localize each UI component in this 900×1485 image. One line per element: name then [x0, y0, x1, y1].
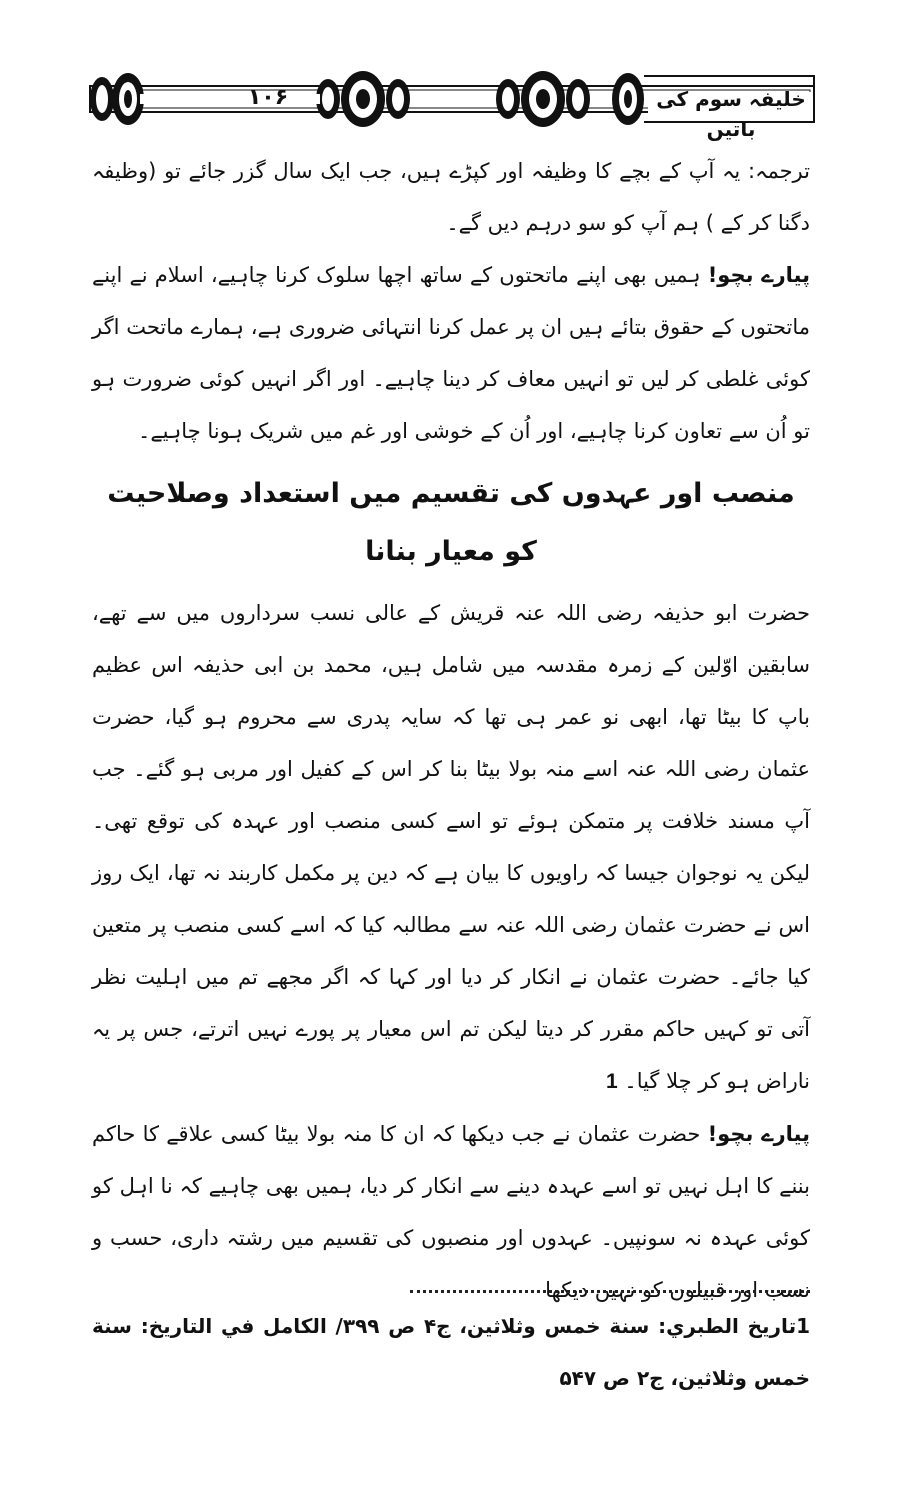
translation-paragraph: ترجمہ: یہ آپ کے بچے کا وظیفہ اور کپڑے ہیں، جب ایک سال گزر جائے تو (وظیفہ دگنا کر کے ) ہم آپ کو سو درہم دیں گے۔	[92, 159, 810, 235]
advice-paragraph	[92, 249, 810, 457]
page-number: ۱۰۶	[247, 85, 289, 110]
paragraph-text: حضرت ابو حذیفہ رضی اللہ عنہ قریش کے عالی نسب سرداروں میں سے تھے، سابقین اوّلین کے زمرہ مقدسہ میں شامل ہیں، محمد بن ابی حذیفہ اس عظیم باپ کا بیٹا تھا، ابھی نو عمر ہی تھا کہ سایہ پدری سے محروم ہو گیا، حضرت عثمان رضی اللہ عنہ اسے منہ بولا بیٹا بنا کر اس کے کفیل اور مربی ہو گئے۔ جب آپ مسند خلافت پر متمکن ہوئے تو اسے کسی منصب اور عہدہ کی توقع تھی۔ لیکن یہ نوجوان جیسا کہ راویوں کا بیان ہے کہ دین پر مکمل کاربند نہ تھا، ایک روز اس نے حضرت عثمان رضی اللہ عنہ سے مطالبہ کیا کہ اسے کسی منصب پر متعین کیا جائے۔ حضرت عثمان نے انکار کر دیا اور کہا کہ اگر مجھے تم میں اہلیت نظر آتی تو کہیں حاکم مقرر کر دیتا لیکن تم اس معیار پر پورے نہیں اترتے، جس پر یہ ناراض ہو کر چلا گیا۔	[92, 601, 810, 1093]
paragraph-lead: پیارے بچو!	[707, 1122, 810, 1146]
section-heading: منصب اور عہدوں کی تقسیم میں استعداد وصلاحیت کو معیار بنانا	[107, 478, 795, 567]
footnote-reference: 1	[606, 1070, 618, 1093]
story-paragraph	[92, 587, 810, 1108]
running-title: خلیفہ سوم کی باتیں	[656, 87, 806, 141]
lesson-paragraph	[92, 1108, 810, 1316]
paragraph-lead: پیارے بچو!	[707, 263, 810, 287]
paragraph-text: ہمیں بھی اپنے ماتحتوں کے ساتھ اچھا سلوک کرنا چاہیے، اسلام نے اپنے ماتحتوں کے حقوق بتائے ہیں ان پر عمل کرنا انتہائی ضروری ہے، ہمارے ماتحت اگر کوئی غلطی کر لیں تو انہیں معاف کر دینا چاہیے۔ اور اگر انہیں کوئی ضرورت ہو تو اُن سے تعاون کرنا چاہیے، اور اُن کے خوشی اور غم میں شریک ہونا چاہیے۔	[92, 263, 810, 443]
footnote-divider	[410, 1290, 810, 1293]
page-header	[88, 68, 816, 141]
page-body	[92, 145, 810, 1316]
footnote: 1تاريخ الطبري: سنة خمس وثلاثين، ج۴ ص ۳۹۹/ الكامل في التاريخ: سنة خمس وثلاثين، ج۲ ص ۵۴۷	[92, 1314, 810, 1390]
paragraph-text: حضرت عثمان نے جب دیکھا کہ ان کا منہ بولا بیٹا کسی علاقے کا حاکم بننے کا اہل نہیں تو اسے عہدہ دینے سے انکار کر دیا، ہمیں بھی چاہیے کہ نا اہل کو کوئی عہدہ نہ سونپیں۔ عہدوں اور منصبوں کی تقسیم میں رشتہ داری، حسب و نسب اور قبیلوں کو نہیں دیکھا	[92, 1122, 810, 1302]
